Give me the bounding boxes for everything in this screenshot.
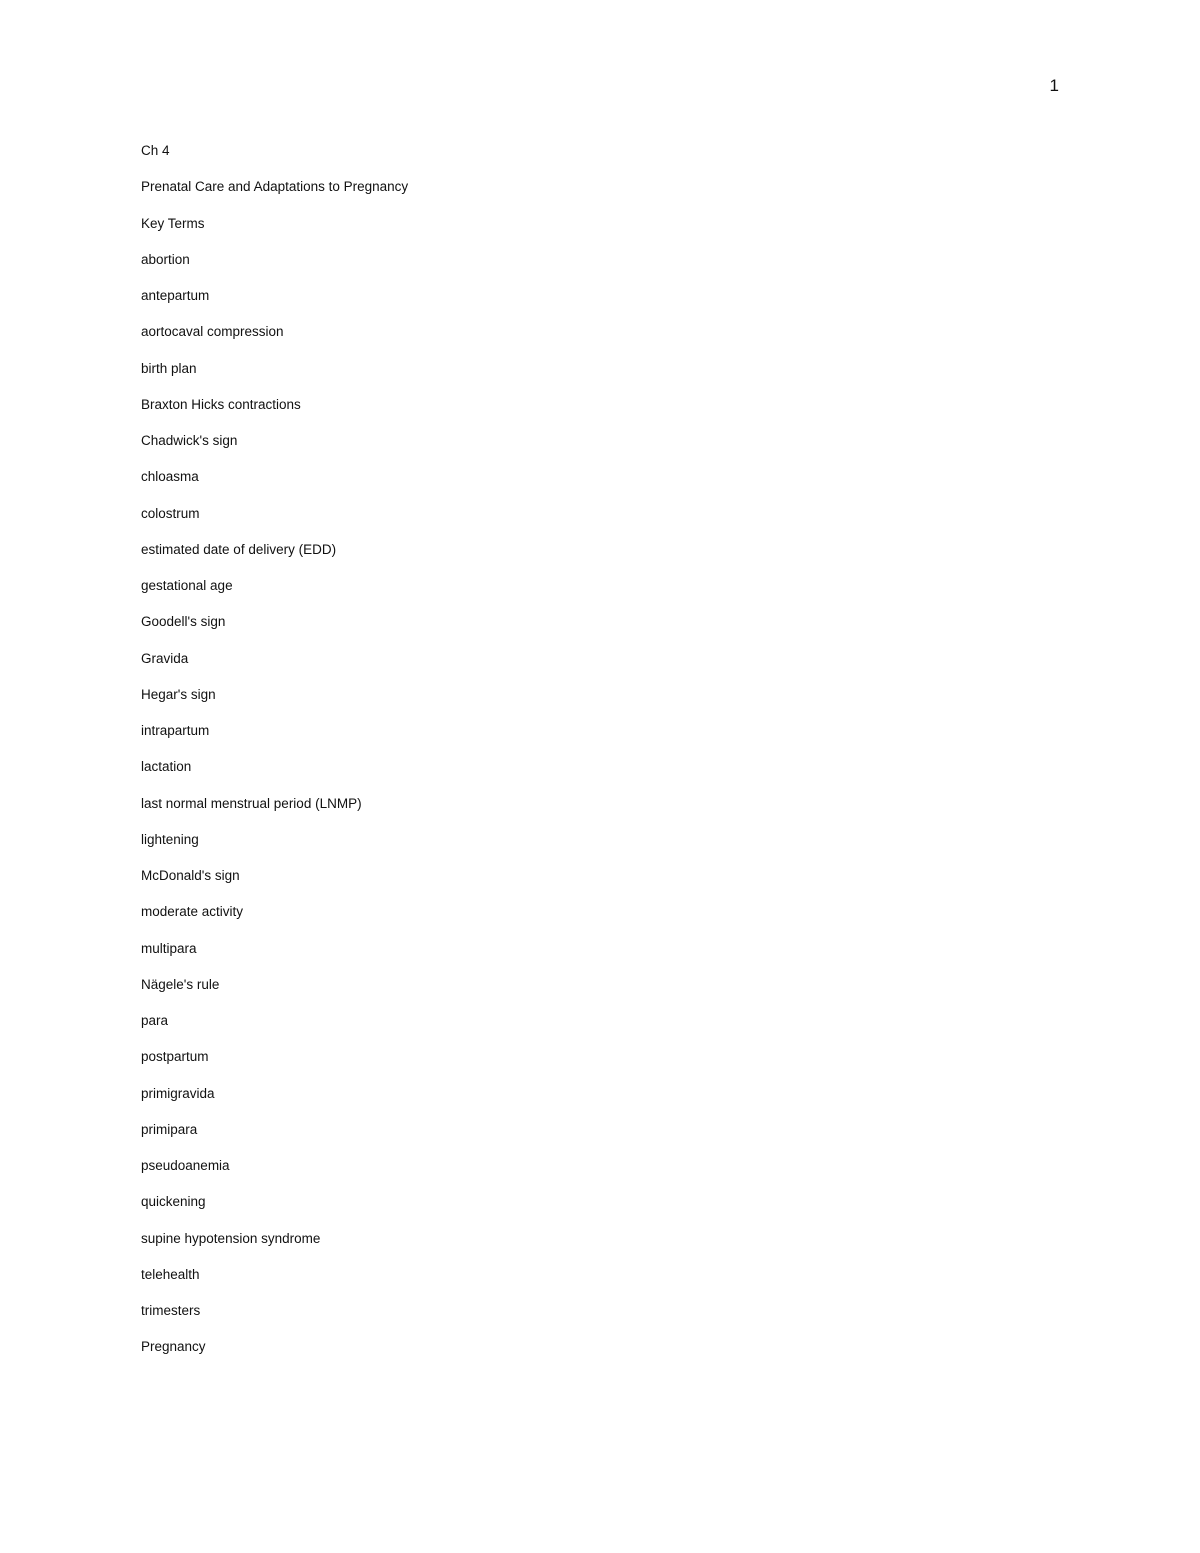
term-item: abortion (141, 251, 190, 267)
term-item: Nägele's rule (141, 976, 220, 992)
section-heading: Key Terms (141, 215, 205, 231)
term-item: gestational age (141, 578, 233, 593)
chapter-label: Ch 4 (141, 143, 170, 158)
page-number: 1 (1049, 76, 1059, 95)
term-item: birth plan (141, 360, 197, 376)
term-item: multipara (141, 940, 197, 956)
term-item: supine hypotension syndrome (141, 1230, 321, 1246)
term-item: McDonald's sign (141, 868, 240, 883)
term-item: Braxton Hicks contractions (141, 396, 301, 412)
term-item: postpartum (141, 1049, 209, 1065)
term-item: aortocaval compression (141, 324, 284, 340)
term-item: colostrum (141, 505, 200, 521)
term-item: chloasma (141, 469, 199, 485)
term-item: telehealth (141, 1266, 200, 1282)
term-item: Hegar's sign (141, 686, 216, 702)
term-item: Chadwick's sign (141, 433, 238, 448)
term-item: lactation (141, 759, 192, 775)
term-item: Gravida (141, 650, 189, 666)
term-item: primipara (141, 1121, 198, 1137)
term-item: Pregnancy (141, 1339, 206, 1355)
term-item: primigravida (141, 1085, 215, 1101)
term-item: pseudoanemia (141, 1158, 230, 1173)
document-body (141, 142, 408, 1375)
term-item: estimated date of delivery (EDD) (141, 541, 337, 557)
term-item: intrapartum (141, 723, 210, 738)
term-item: para (141, 1013, 169, 1028)
term-item: Goodell's sign (141, 614, 226, 630)
term-item: trimesters (141, 1303, 201, 1318)
term-item: moderate activity (141, 904, 244, 920)
term-item: lightening (141, 831, 199, 847)
document-title: Prenatal Care and Adaptations to Pregnancy (141, 179, 409, 195)
term-item: antepartum (141, 288, 210, 303)
term-item: last normal menstrual period (LNMP) (141, 795, 362, 811)
term-item: quickening (141, 1194, 206, 1210)
